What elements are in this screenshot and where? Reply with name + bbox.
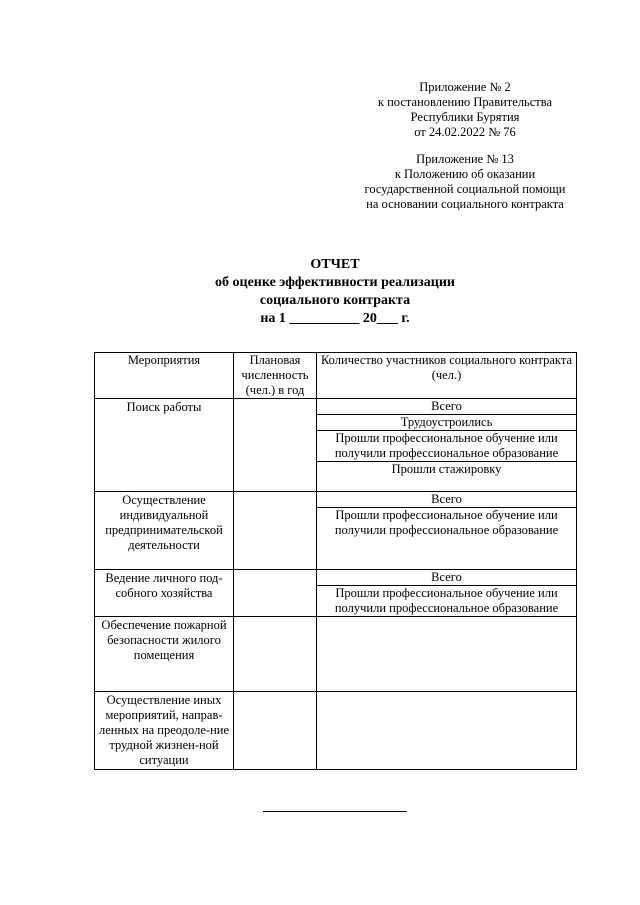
planned-cell <box>234 492 317 570</box>
table-row <box>95 399 577 492</box>
annex2-line: государственной социальной помощи <box>364 182 566 196</box>
annex-header-2 <box>340 152 590 212</box>
sub-row: Всего <box>317 492 576 508</box>
activity-cell: Осуществление индивидуальной предпринимательской деятельности <box>95 492 234 570</box>
annex2-line: Приложение № 13 <box>416 152 514 166</box>
title-line: на 1 __________ 20___ г. <box>260 311 410 326</box>
activity-cell: Поиск работы <box>95 399 234 492</box>
sub-row: Прошли профессиональное обучение или получили профессиональное образование <box>334 586 559 615</box>
annex1-line: Республики Бурятия <box>410 110 520 124</box>
annex2-line: на основании социального контракта <box>366 197 564 211</box>
header-planned-count: Плановая численность (чел.) в год <box>234 353 317 399</box>
participants-cell <box>317 617 577 692</box>
table-row <box>95 617 577 692</box>
table-row <box>95 492 577 570</box>
participants-cell <box>317 570 577 617</box>
sub-row: Прошли стажировку <box>391 462 502 476</box>
annex-header-1 <box>340 80 590 140</box>
participants-cell <box>317 692 577 770</box>
sub-row: Трудоустроились <box>317 415 576 431</box>
activity-cell: Обеспечение пожарной безопасности жилого помещения <box>95 617 234 692</box>
sub-row: Всего <box>317 399 576 415</box>
header-participants: Количество участников социального контракта (чел.) <box>317 353 577 399</box>
participants-cell <box>317 492 577 570</box>
title-line: ОТЧЕТ <box>310 257 360 272</box>
planned-cell <box>234 399 317 492</box>
annex1-line: к постановлению Правительства <box>377 95 553 109</box>
report-title <box>95 256 575 328</box>
annex2-line: к Положению об оказании <box>394 167 536 181</box>
report-table <box>94 352 577 770</box>
table-row <box>95 692 577 770</box>
participants-cell <box>317 399 577 492</box>
table-header-row <box>95 353 577 399</box>
activity-cell: Ведение личного под-собного хозяйства <box>95 570 234 617</box>
title-line: об оценке эффективности реализации <box>215 275 455 290</box>
planned-cell <box>234 570 317 617</box>
annex1-line: Приложение № 2 <box>419 80 511 94</box>
planned-cell <box>234 617 317 692</box>
sub-row: Всего <box>317 570 576 586</box>
sub-row: Прошли профессиональное обучение или получили профессиональное образование <box>334 508 559 537</box>
planned-cell <box>234 692 317 770</box>
title-line: социального контракта <box>259 293 411 308</box>
signature-line <box>263 811 407 812</box>
header-activities: Мероприятия <box>95 353 234 399</box>
activity-cell: Осуществление иных мероприятий, направ-ленных на преодоле-ние трудной жизнен-ной ситуации <box>95 692 234 770</box>
annex1-line: от 24.02.2022 № 76 <box>414 125 516 139</box>
table-row <box>95 570 577 617</box>
sub-row: Прошли профессиональное обучение или получили профессиональное образование <box>317 431 576 462</box>
